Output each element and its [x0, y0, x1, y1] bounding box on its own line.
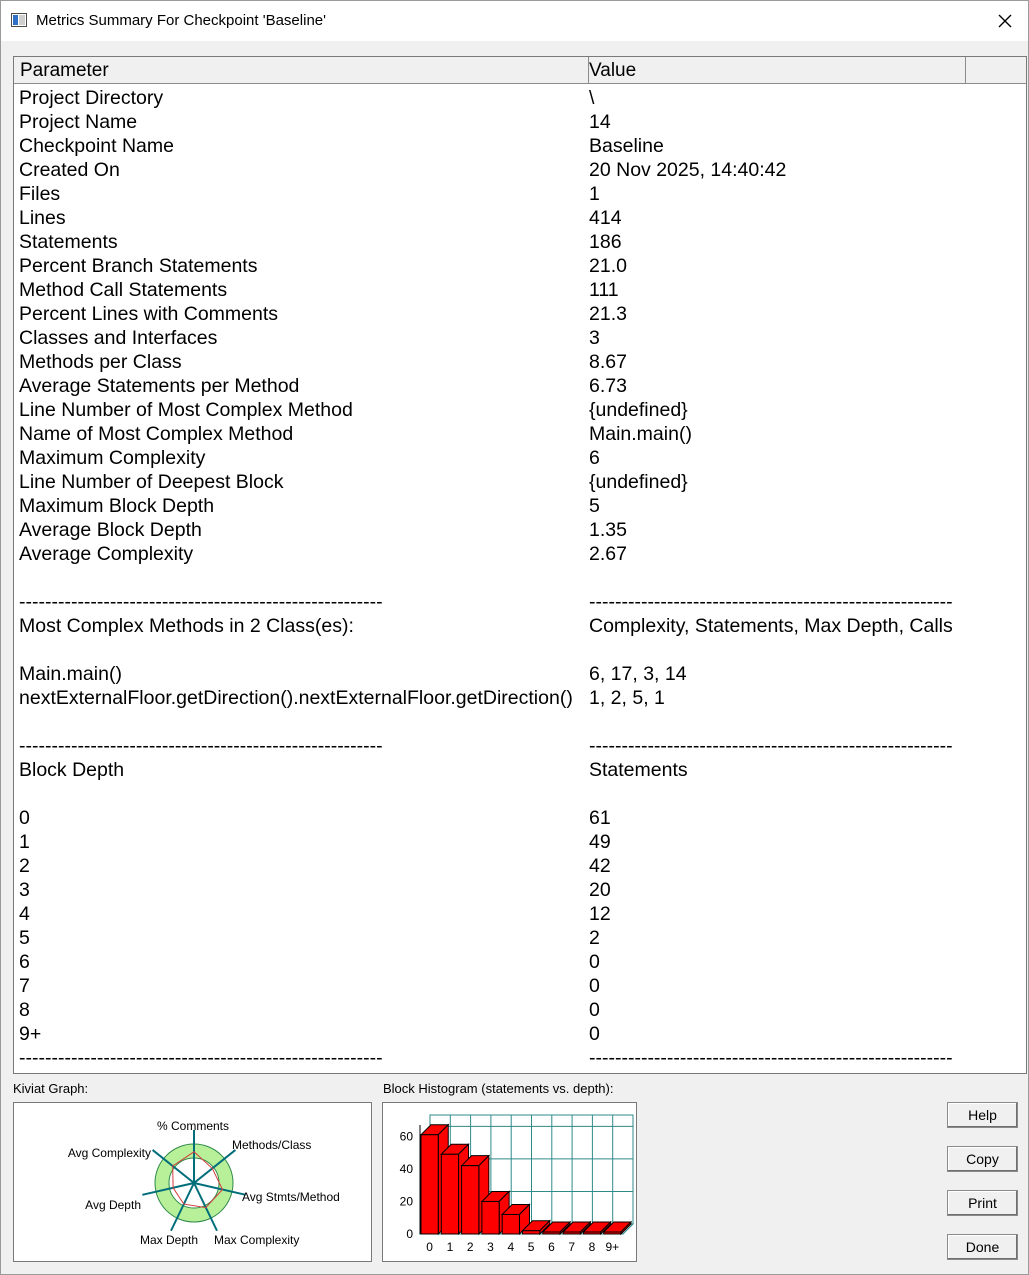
value-cell: Main.main() [589, 423, 692, 445]
value-cell: Baseline [589, 135, 664, 157]
parameter-cell: Classes and Interfaces [19, 327, 218, 349]
block-histogram [382, 1102, 637, 1262]
metrics-table[interactable] [13, 56, 1027, 1074]
close-button[interactable] [982, 1, 1028, 41]
parameter-cell: Methods per Class [19, 351, 182, 373]
histogram-y-tick: 0 [406, 1227, 413, 1241]
kiviat-label: Kiviat Graph: [13, 1081, 89, 1096]
value-cell: 0 [589, 1023, 600, 1045]
table-row[interactable] [14, 782, 1026, 806]
table-row[interactable] [14, 206, 1026, 230]
table-row[interactable] [14, 1022, 1026, 1046]
table-row[interactable] [14, 854, 1026, 878]
table-row[interactable] [14, 134, 1026, 158]
table-row[interactable] [14, 518, 1026, 542]
parameter-cell: Maximum Complexity [19, 447, 206, 469]
app-icon [11, 13, 27, 27]
parameter-cell: Line Number of Most Complex Method [19, 399, 353, 421]
table-row[interactable] [14, 1046, 1026, 1070]
parameter-cell: 2 [19, 855, 30, 877]
column-header-value[interactable]: Value [583, 57, 966, 83]
value-cell: 0 [589, 999, 600, 1021]
table-row[interactable] [14, 254, 1026, 278]
value-cell: Statements [589, 759, 688, 781]
value-cell: \ [589, 87, 595, 109]
parameter-cell: Most Complex Methods in 2 Class(es): [19, 615, 354, 637]
value-cell: 6.73 [589, 375, 627, 397]
table-row[interactable] [14, 758, 1026, 782]
histogram-y-tick: 20 [399, 1194, 413, 1209]
table-row[interactable] [14, 614, 1026, 638]
value-cell: 61 [589, 807, 611, 829]
histogram-x-tick: 5 [527, 1240, 535, 1254]
parameter-cell: Name of Most Complex Method [19, 423, 294, 445]
table-row[interactable] [14, 494, 1026, 518]
parameter-cell: -------------------------------------------------------- [19, 735, 383, 757]
table-row[interactable] [14, 158, 1026, 182]
table-row[interactable] [14, 374, 1026, 398]
value-cell: 1 [589, 183, 600, 205]
value-cell: 20 [589, 879, 611, 901]
parameter-cell: nextExternalFloor.getDirection().nextExternalFloor.getDirection() [19, 687, 573, 709]
kiviat-graph [13, 1102, 372, 1262]
parameter-cell: Average Complexity [19, 543, 194, 565]
histogram-x-tick: 7 [568, 1240, 576, 1254]
parameter-cell: 9+ [19, 1023, 42, 1045]
table-row[interactable] [14, 998, 1026, 1022]
parameter-cell: Files [19, 183, 61, 205]
value-cell: 414 [589, 207, 622, 229]
value-cell: 186 [589, 231, 622, 253]
table-row[interactable] [14, 86, 1026, 110]
table-row[interactable] [14, 950, 1026, 974]
value-cell: 6 [589, 447, 600, 469]
kiviat-axis-label: Avg Depth [85, 1198, 141, 1212]
table-row[interactable] [14, 686, 1026, 710]
kiviat-axis-label: Avg Stmts/Method [242, 1190, 340, 1204]
copy-button[interactable]: Copy [947, 1146, 1018, 1172]
parameter-cell: Statements [19, 231, 118, 253]
value-cell: 14 [589, 111, 611, 133]
value-cell: 1, 2, 5, 1 [589, 687, 665, 709]
parameter-cell: Main.main() [19, 663, 122, 685]
parameter-cell: Lines [19, 207, 66, 229]
table-header [14, 57, 1026, 84]
title-bar [1, 1, 1028, 41]
table-row[interactable] [14, 398, 1026, 422]
table-row[interactable] [14, 542, 1026, 566]
print-button[interactable]: Print [947, 1190, 1018, 1216]
parameter-cell: 1 [19, 831, 30, 853]
table-row[interactable] [14, 734, 1026, 758]
table-row[interactable] [14, 110, 1026, 134]
histogram-x-tick: 9+ [605, 1240, 620, 1254]
kiviat-axis-label: Avg Complexity [67, 1146, 151, 1160]
value-cell: 3 [589, 327, 600, 349]
table-row[interactable] [14, 926, 1026, 950]
done-button[interactable]: Done [947, 1234, 1018, 1260]
value-cell: 5 [589, 495, 600, 517]
table-row[interactable] [14, 302, 1026, 326]
table-row[interactable] [14, 830, 1026, 854]
parameter-cell: 0 [19, 807, 30, 829]
parameter-cell: Project Directory [19, 87, 164, 109]
table-row[interactable] [14, 470, 1026, 494]
close-icon [998, 14, 1012, 28]
histogram-x-tick: 6 [548, 1240, 555, 1254]
table-row[interactable] [14, 806, 1026, 830]
help-button[interactable]: Help [947, 1102, 1018, 1128]
parameter-cell: Checkpoint Name [19, 135, 174, 157]
value-cell: -------------------------------------------------------- [589, 591, 953, 613]
value-cell: 42 [589, 855, 611, 877]
value-cell: 21.0 [589, 255, 627, 277]
value-cell: 6, 17, 3, 14 [589, 663, 687, 685]
value-cell: 21.3 [589, 303, 627, 325]
parameter-cell: -------------------------------------------------------- [19, 591, 383, 613]
window-title: Metrics Summary For Checkpoint 'Baseline' [36, 12, 326, 29]
table-row[interactable] [14, 974, 1026, 998]
value-cell: 0 [589, 951, 600, 973]
value-cell: {undefined} [589, 399, 688, 421]
parameter-cell: Percent Branch Statements [19, 255, 258, 277]
kiviat-axis-label: Max Depth [139, 1233, 199, 1247]
histogram-label: Block Histogram (statements vs. depth): [383, 1081, 614, 1096]
value-cell: 2 [589, 927, 600, 949]
table-row[interactable] [14, 662, 1026, 686]
table-row[interactable] [14, 566, 1026, 590]
table-row[interactable] [14, 350, 1026, 374]
parameter-cell: 5 [19, 927, 30, 949]
histogram-y-tick: 60 [399, 1129, 413, 1144]
parameter-cell: Average Block Depth [19, 519, 202, 541]
value-cell: -------------------------------------------------------- [589, 1047, 953, 1069]
value-cell: 111 [589, 279, 619, 301]
histogram-chart [383, 1103, 636, 1261]
value-cell: Complexity, Statements, Max Depth, Calls [589, 615, 953, 637]
histogram-x-tick: 3 [487, 1240, 494, 1254]
parameter-cell: Average Statements per Method [19, 375, 300, 397]
kiviat-axis-label: Methods/Class [232, 1138, 312, 1152]
table-row[interactable] [14, 710, 1026, 734]
table-row[interactable] [14, 182, 1026, 206]
value-cell: 20 Nov 2025, 14:40:42 [589, 159, 787, 181]
parameter-cell: 3 [19, 879, 30, 901]
parameter-cell: 4 [19, 903, 30, 925]
value-cell: 0 [589, 975, 600, 997]
parameter-cell: Method Call Statements [19, 279, 228, 301]
value-cell: 49 [589, 831, 611, 853]
value-cell: 2.67 [589, 543, 627, 565]
parameter-cell: Maximum Block Depth [19, 495, 215, 517]
table-row[interactable] [14, 326, 1026, 350]
table-row[interactable] [14, 278, 1026, 302]
table-row[interactable] [14, 878, 1026, 902]
histogram-y-tick: 40 [399, 1161, 413, 1176]
parameter-cell: Created On [19, 159, 120, 181]
kiviat-axis-label: % Comments [156, 1119, 230, 1133]
parameter-cell: 6 [19, 951, 30, 973]
value-cell: -------------------------------------------------------- [589, 735, 953, 757]
kiviat-chart [14, 1103, 371, 1261]
table-row[interactable] [14, 446, 1026, 470]
parameter-cell: Block Depth [19, 759, 125, 781]
parameter-cell: 7 [19, 975, 30, 997]
kiviat-axis-label: Max Complexity [214, 1233, 300, 1247]
parameter-cell: Project Name [19, 111, 138, 133]
histogram-x-tick: 8 [588, 1240, 596, 1254]
parameter-cell: 8 [19, 999, 30, 1021]
table-row[interactable] [14, 638, 1026, 662]
table-row[interactable] [14, 590, 1026, 614]
value-cell: 8.67 [589, 351, 627, 373]
histogram-x-tick: 1 [446, 1240, 454, 1254]
table-row[interactable] [14, 230, 1026, 254]
parameter-cell: Line Number of Deepest Block [19, 471, 284, 493]
histogram-x-tick: 2 [466, 1240, 474, 1254]
column-header-parameter[interactable]: Parameter [14, 57, 589, 83]
table-row[interactable] [14, 902, 1026, 926]
value-cell: {undefined} [589, 471, 688, 493]
parameter-cell: -------------------------------------------------------- [19, 1047, 383, 1069]
parameter-cell: Percent Lines with Comments [19, 303, 279, 325]
histogram-x-tick: 0 [426, 1240, 433, 1254]
value-cell: 12 [589, 903, 611, 925]
histogram-x-tick: 4 [507, 1240, 515, 1254]
value-cell: 1.35 [589, 519, 627, 541]
table-row[interactable] [14, 422, 1026, 446]
table-rows [14, 86, 1026, 1070]
